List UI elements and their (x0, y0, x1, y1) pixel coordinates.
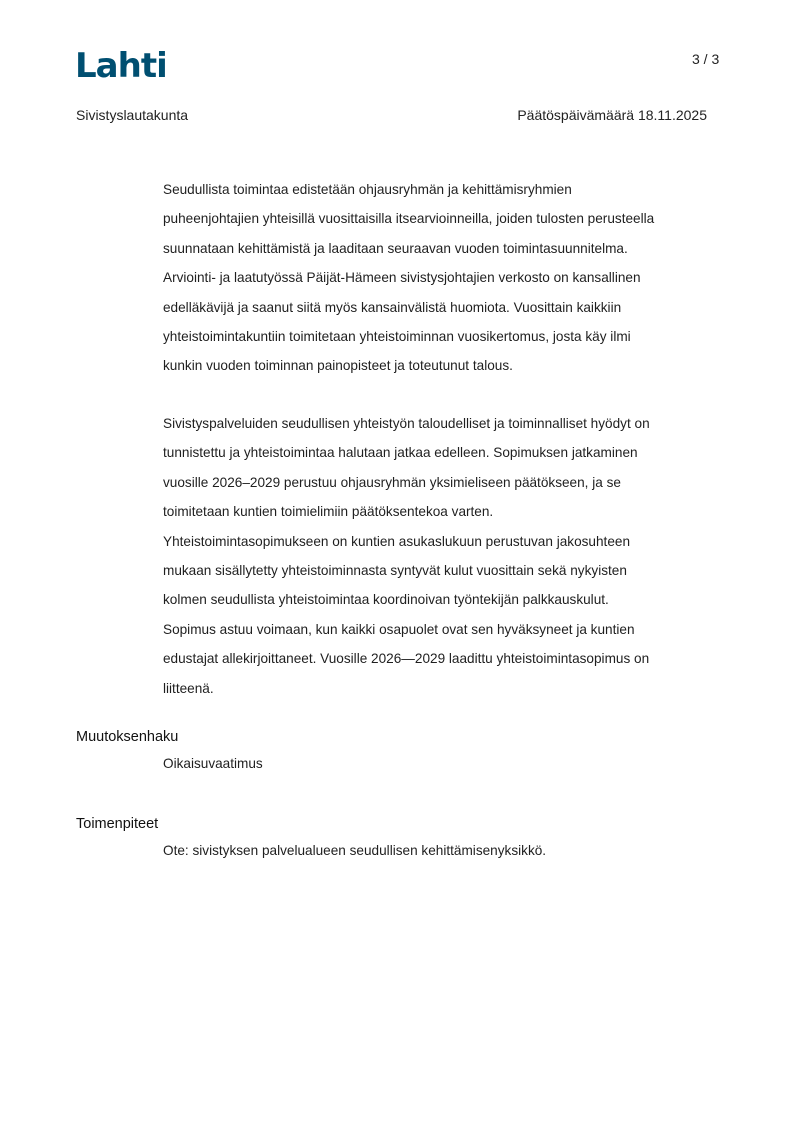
actions-text: Ote: sivistyksen palvelualueen seudullisen kehittämisenyksikkö. (163, 843, 547, 858)
appeal-text: Oikaisuvaatimus (163, 756, 263, 771)
committee-name: Sivistyslautakunta (76, 107, 189, 123)
text-line: puheenjohtajien yhteisillä vuosittaisilla itsearvioinneilla, joiden tulosten perusteella (163, 211, 655, 227)
text-line: Sopimus astuu voimaan, kun kaikki osapuolet ovat sen hyväksyneet ja kuntien (163, 621, 635, 637)
text-line: Yhteistoimintasopimukseen on kuntien asukaslukuun perustuvan jakosuhteen (163, 533, 631, 549)
text-line: Seudullista toimintaa edistetään ohjausryhmän ja kehittämisryhmien (163, 182, 572, 197)
text-line: suunnataan kehittämistä ja laaditaan seuraavan vuoden toimintasuunnitelma. (163, 240, 628, 256)
text-line: Sivistyspalveluiden seudullisen yhteistyön taloudelliset ja toiminnalliset hyödyt on (163, 416, 650, 431)
text-line: edelläkävijä ja saanut siitä myös kansainvälistä huomiota. Vuosittain kaikkiin (163, 299, 622, 315)
body-paragraph-1 (163, 175, 723, 381)
lahti-logo: Lahti (75, 46, 167, 86)
text-line: kunkin vuoden toiminnan painopisteet ja toteutunut talous. (163, 358, 513, 374)
page-number: 3 / 3 (692, 51, 720, 67)
text-line: edustajat allekirjoittaneet. Vuosille 2026—2029 laadittu yhteistoimintasopimus on (163, 651, 650, 667)
text-line: liitteenä. (163, 680, 214, 696)
text-line: Arviointi- ja laatutyössä Päijät-Hämeen sivistysjohtajien verkosto on kansallinen (163, 270, 641, 286)
body-paragraph-2 (163, 409, 723, 703)
actions-heading: Toimenpiteet (76, 816, 159, 832)
text-line: toimitetaan kuntien toimielimiin päätöksentekoa varten. (163, 504, 494, 520)
text-line: vuosille 2026–2029 perustuu ohjausryhmän yksimieliseen päätökseen, ja se (163, 474, 621, 490)
text-line: mukaan sisällytetty yhteistoiminnasta syntyvät kulut vuosittain sekä nykyisten (163, 563, 627, 579)
text-line: kolmen seudullista yhteistoimintaa koordinoivan työntekijän palkkauskulut. (163, 592, 609, 608)
decision-date: Päätöspäivämäärä 18.11.2025 (517, 107, 707, 123)
text-line: tunnistettu ja yhteistoimintaa halutaan jatkaa edelleen. Sopimuksen jatkaminen (163, 445, 638, 461)
appeal-heading: Muutoksenhaku (76, 729, 179, 745)
text-line: yhteistoimintakuntiin toimitetaan yhteistoiminnan vuosikertomus, josta käy ilmi (163, 329, 631, 345)
